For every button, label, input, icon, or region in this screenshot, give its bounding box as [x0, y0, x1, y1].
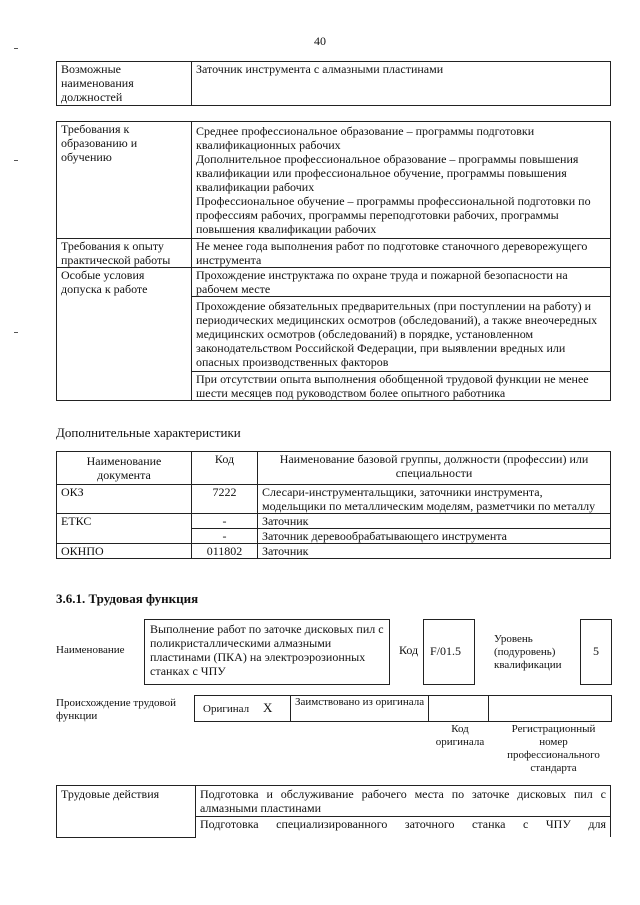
- code-okz: 7222: [192, 485, 258, 514]
- education-value: [192, 122, 611, 239]
- reg-number-cell: [489, 696, 611, 721]
- possible-positions-table: [56, 61, 611, 106]
- function-name-box: Выполнение работ по заточке дисковых пил с поликристаллическими алмазными пластинами (ПКА) на электроэрозионных станках с ЧПУ: [144, 619, 390, 685]
- level-label: Уровень (подуровень) квалификации: [494, 633, 562, 671]
- education-label: Требования к образованию и обучению: [57, 122, 192, 239]
- table-row: [57, 122, 611, 239]
- special-condition-item: При отсутствии опыта выполнения обобщенной трудовой функции не менее шести месяцев под руководством более опытного работника: [192, 372, 611, 401]
- section-title: Дополнительные характеристики: [56, 425, 241, 440]
- requirements-table: [56, 121, 611, 401]
- table-row: [57, 239, 611, 268]
- table-row: [57, 485, 611, 514]
- labor-actions-label: Трудовые действия: [57, 786, 196, 838]
- name-okz: Слесари-инструментальщики, заточники инструмента, модельщики по металлическим моделям, разметчики по металлу: [258, 485, 611, 514]
- borrowed-cell: [291, 696, 429, 721]
- function-title: 3.6.1. Трудовая функция: [56, 591, 199, 606]
- name-label: Наименование: [56, 644, 125, 656]
- level-box: 5: [580, 619, 612, 685]
- experience-value: Не менее года выполнения работ по подготовке станочного дереворежущего инструмента: [192, 239, 611, 268]
- borrowed-label: Заимствовано из оригинала: [295, 696, 425, 708]
- header-code: Код: [192, 452, 258, 485]
- code-original-label: Код оригинала: [435, 723, 485, 748]
- special-condition-item: Прохождение обязательных предварительных (при поступлении на работу) и периодических медицинских осмотров (обследований), а также внеочередных медицинских осмотров (обследований) в порядке, установленном законодательством Российской Федерации, при выявлении вредных или опасных производственных факторов: [192, 297, 611, 372]
- table-row: [57, 62, 611, 106]
- header-name: Наименование базовой группы, должности (профессии) или специальности: [258, 452, 611, 485]
- origin-row: [194, 695, 612, 722]
- labor-action-item: Подготовка специализированного заточного станка с ЧПУ для: [196, 817, 611, 838]
- name-etks: Заточник деревообрабатывающего инструмента: [258, 529, 611, 544]
- experience-label: Требования к опыту практической работы: [57, 239, 192, 268]
- code-original-cell: [429, 696, 489, 721]
- table-row: [57, 514, 611, 529]
- origin-label: Происхождение трудовой функции: [56, 697, 177, 722]
- page-number: 40: [314, 34, 326, 48]
- table-row: [57, 268, 611, 297]
- possible-positions-label: Возможные наименования должностей: [57, 62, 192, 106]
- labor-action-item: Подготовка и обслуживание рабочего места по заточке дисковых пил с алмазными пластинами: [196, 786, 611, 817]
- education-line: Среднее профессиональное образование – программы подготовки квалификационных рабочих: [196, 124, 535, 152]
- code-etks: -: [192, 514, 258, 529]
- original-label: Оригинал: [203, 703, 250, 715]
- original-cell: [195, 696, 291, 721]
- reg-number-label: Регистрационный номер профессионального стандарта: [507, 723, 600, 774]
- doc-okz: ОКЗ: [57, 485, 192, 514]
- possible-positions-value: Заточник инструмента с алмазными пластинами: [192, 62, 611, 106]
- education-line: Дополнительное профессиональное образование – программы повышения квалификации или профессиональное обучение, программы повышения квалификации рабочих: [196, 152, 579, 194]
- additional-characteristics-table: [56, 451, 611, 559]
- table-header-row: [57, 452, 611, 485]
- original-mark: X: [263, 700, 273, 715]
- table-row: [57, 786, 611, 817]
- code-oknpo: 011802: [192, 544, 258, 559]
- function-code-box: F/01.5: [423, 619, 475, 685]
- name-etks: Заточник: [258, 514, 611, 529]
- special-condition-item: Прохождение инструктажа по охране труда и пожарной безопасности на рабочем месте: [192, 268, 611, 297]
- special-conditions-label: Особые условия допуска к работе: [57, 268, 192, 401]
- doc-etks: ЕТКС: [57, 514, 192, 544]
- name-oknpo: Заточник: [258, 544, 611, 559]
- table-row: [57, 544, 611, 559]
- code-etks: -: [192, 529, 258, 544]
- doc-oknpo: ОКНПО: [57, 544, 192, 559]
- header-document: Наименование документа: [57, 452, 192, 485]
- code-label: Код: [399, 643, 419, 657]
- margin-mark: [14, 332, 18, 333]
- labor-actions-table: [56, 785, 611, 838]
- education-line: Профессиональное обучение – программы профессиональной подготовки по профессиям рабочих, программы переподготовки рабочих, программы повышения квалификации рабочих: [196, 194, 591, 236]
- margin-mark: [14, 160, 18, 161]
